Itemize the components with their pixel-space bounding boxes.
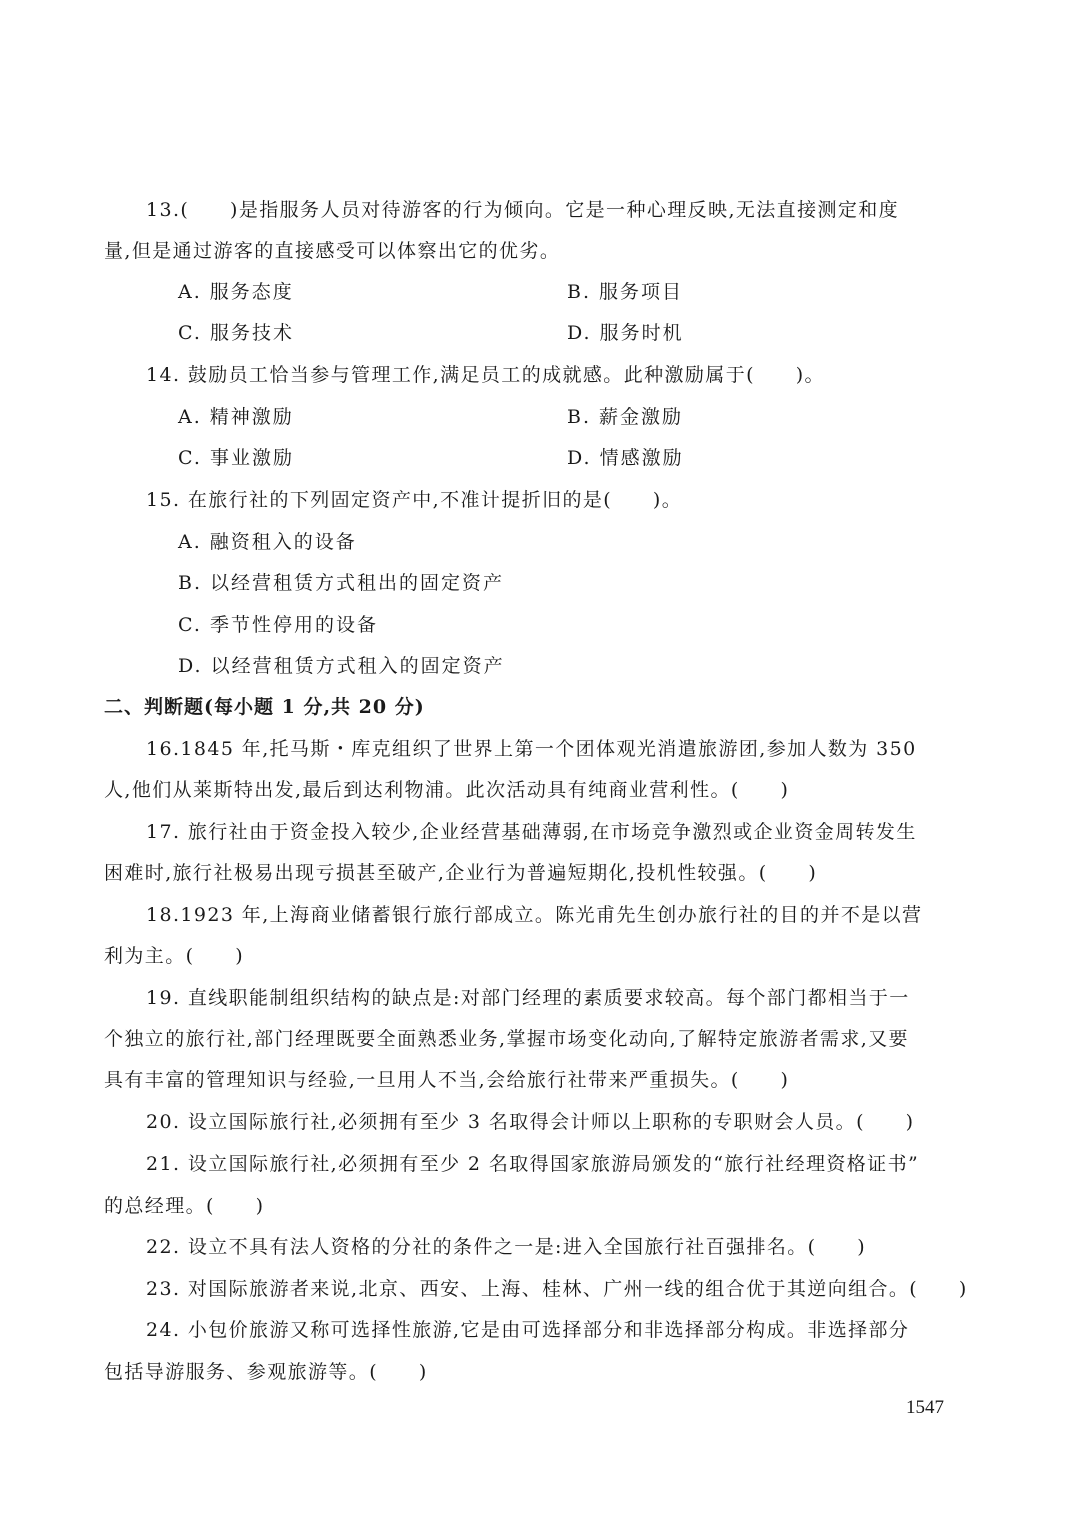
q15-line1: 15. 在旅行社的下列固定资产中,不准计提折旧的是( )。 [146,489,683,511]
q22-line1: 22. 设立不具有法人资格的分社的条件之一是:进入全国旅行社百强排名。( ) [146,1236,867,1258]
q19-line3: 具有丰富的管理知识与经验,一旦用人不当,会给旅行社带来严重损失。( ) [104,1069,790,1091]
q13-option-a: A. 服务态度 [178,281,294,303]
q19-line2: 个独立的旅行社,部门经理既要全面熟悉业务,掌握市场变化动向,了解特定旅游者需求,又要 [104,1028,909,1050]
q14-option-d: D. 情感激励 [567,447,684,469]
q15-option-b: B. 以经营租赁方式租出的固定资产 [178,572,505,594]
q14-option-b: B. 薪金激励 [567,406,684,428]
q19-line1: 19. 直线职能制组织结构的缺点是:对部门经理的素质要求较高。每个部门都相当于一 [146,987,910,1009]
q24-line2: 包括导游服务、参观旅游等。( ) [104,1361,428,1383]
page-number: 1547 [906,1397,944,1418]
q14-option-a: A. 精神激励 [178,406,294,428]
q13-line2: 量,但是通过游客的直接感受可以体察出它的优劣。 [104,240,561,262]
q14-line1: 14. 鼓励员工恰当参与管理工作,满足员工的成就感。此种激励属于( )。 [146,364,825,386]
q24-line1: 24. 小包价旅游又称可选择性旅游,它是由可选择部分和非选择部分构成。非选择部分 [146,1319,910,1341]
q13-option-b: B. 服务项目 [567,281,684,303]
q23-line1: 23. 对国际旅游者来说,北京、西安、上海、桂林、广州一线的组合优于其逆向组合。( ) [146,1278,968,1300]
q15-option-d: D. 以经营租赁方式租入的固定资产 [178,655,505,677]
q14-option-c: C. 事业激励 [178,447,294,469]
q15-option-c: C. 季节性停用的设备 [178,614,378,636]
q13-option-d: D. 服务时机 [567,322,684,344]
q15-option-a: A. 融资租入的设备 [178,531,357,553]
q20-line1: 20. 设立国际旅行社,必须拥有至少 3 名取得会计师以上职称的专职财会人员。( ) [146,1111,915,1133]
q13-option-c: C. 服务技术 [178,322,294,344]
q21-line2: 的总经理。( ) [104,1195,265,1217]
q18-line1: 18.1923 年,上海商业储蓄银行旅行部成立。陈光甫先生创办旅行社的目的并不是以营 [146,904,923,926]
q17-line1: 17. 旅行社由于资金投入较少,企业经营基础薄弱,在市场竞争激烈或企业资金周转发生 [146,821,917,843]
q16-line1: 16.1845 年,托马斯・库克组织了世界上第一个团体观光消遣旅游团,参加人数为 350 [146,738,917,760]
q17-line2: 困难时,旅行社极易出现亏损甚至破产,企业行为普遍短期化,投机性较强。( ) [104,862,818,884]
q16-line2: 人,他们从莱斯特出发,最后到达利物浦。此次活动具有纯商业营利性。( ) [104,779,790,801]
q21-line1: 21. 设立国际旅行社,必须拥有至少 2 名取得国家旅游局颁发的“旅行社经理资格证书” [146,1153,920,1175]
q13-line1: 13.( )是指服务人员对待游客的行为倾向。它是一种心理反映,无法直接测定和度 [146,199,900,221]
section-heading-true-false: 二、判断题(每小题 1 分,共 20 分) [104,696,425,718]
q18-line2: 利为主。( ) [104,945,245,967]
